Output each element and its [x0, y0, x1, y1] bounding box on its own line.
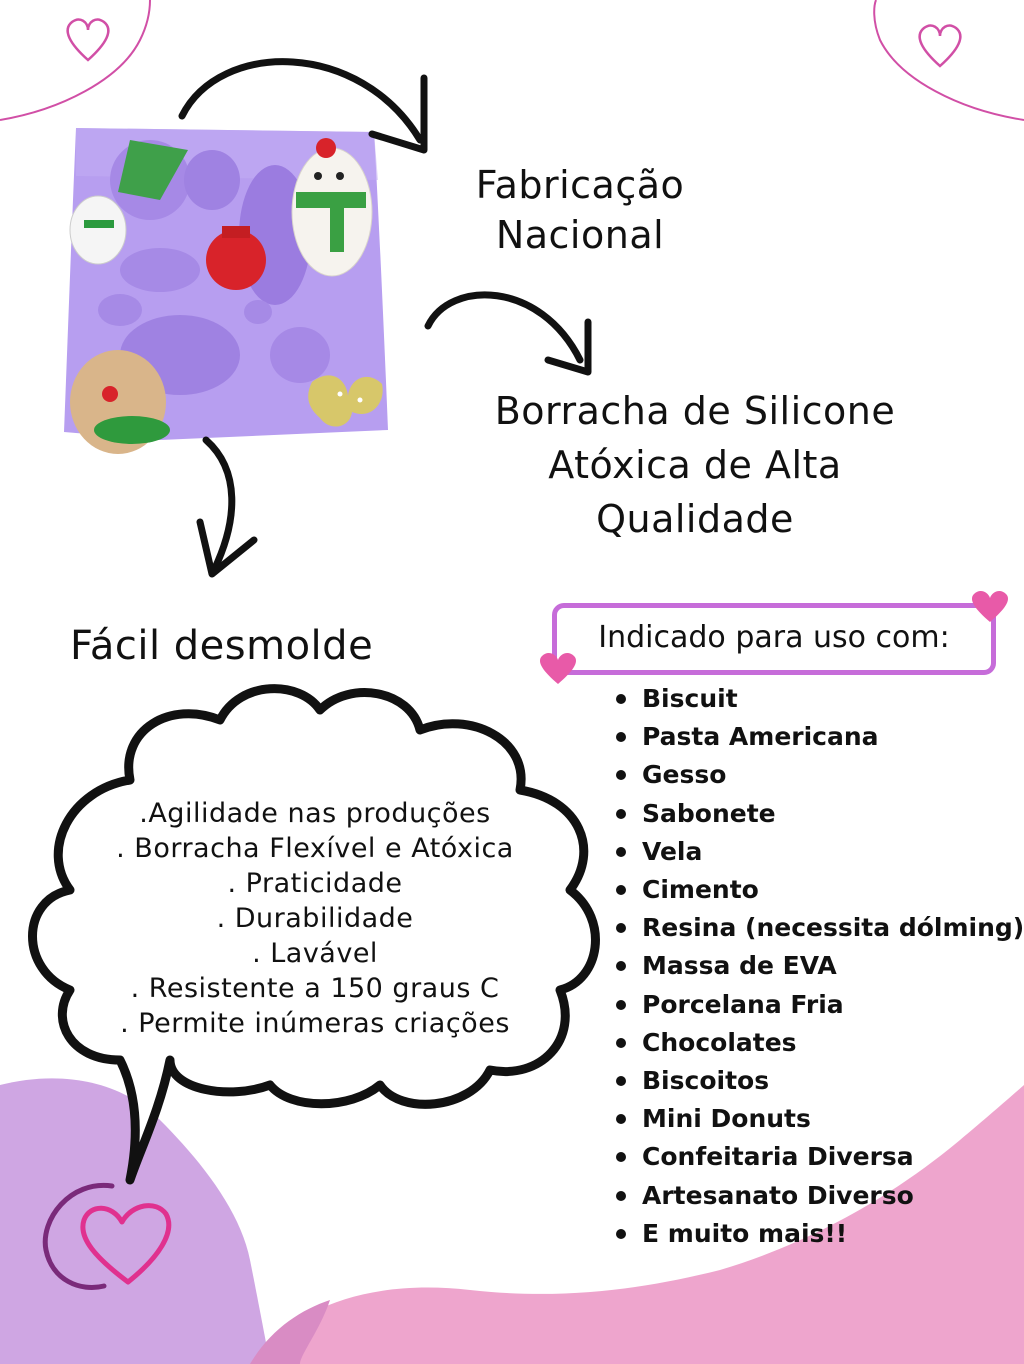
benefit-item: . Lavável	[252, 938, 378, 969]
list-item: Vela	[614, 833, 1024, 871]
list-item: Sabonete	[614, 795, 1024, 833]
headline-line: Fabricação	[475, 163, 685, 207]
list-item: Confeitaria Diversa	[614, 1138, 1024, 1176]
benefit-item: . Durabilidade	[216, 903, 414, 934]
headline-line: Atóxica de Alta	[548, 443, 842, 487]
headline-line: Borracha de Silicone	[494, 389, 896, 433]
list-item: Mini Donuts	[614, 1100, 1024, 1138]
benefit-item: . Permite inúmeras criações	[120, 1008, 510, 1039]
benefit-item: . Praticidade	[227, 868, 403, 899]
uses-title: Indicado para uso com:	[598, 620, 950, 655]
list-item: Massa de EVA	[614, 947, 1024, 985]
headline-easy-demold: Fácil desmolde	[70, 623, 374, 669]
headline-material	[450, 384, 940, 546]
list-item: E muito mais!!	[614, 1215, 1024, 1253]
headline-line: Nacional	[495, 213, 665, 257]
list-item: Porcelana Fria	[614, 986, 1024, 1024]
list-item: Cimento	[614, 871, 1024, 909]
list-item: Pasta Americana	[614, 718, 1024, 756]
list-item: Gesso	[614, 756, 1024, 794]
list-item: Artesanato Diverso	[614, 1177, 1024, 1215]
headline-national-manufacturing	[440, 160, 720, 260]
list-item: Biscoitos	[614, 1062, 1024, 1100]
list-item: Resina (necessita dólming)	[614, 909, 1024, 947]
benefit-item: . Borracha Flexível e Atóxica	[116, 833, 514, 864]
list-item: Chocolates	[614, 1024, 1024, 1062]
list-item: Biscuit	[614, 680, 1024, 718]
benefit-item: .Agilidade nas produções	[139, 798, 491, 829]
headline-line: Qualidade	[596, 497, 794, 541]
uses-list	[614, 680, 1024, 1253]
benefits-list	[100, 796, 530, 1041]
uses-title-badge	[552, 603, 996, 675]
benefit-item: . Resistente a 150 graus C	[130, 973, 500, 1004]
